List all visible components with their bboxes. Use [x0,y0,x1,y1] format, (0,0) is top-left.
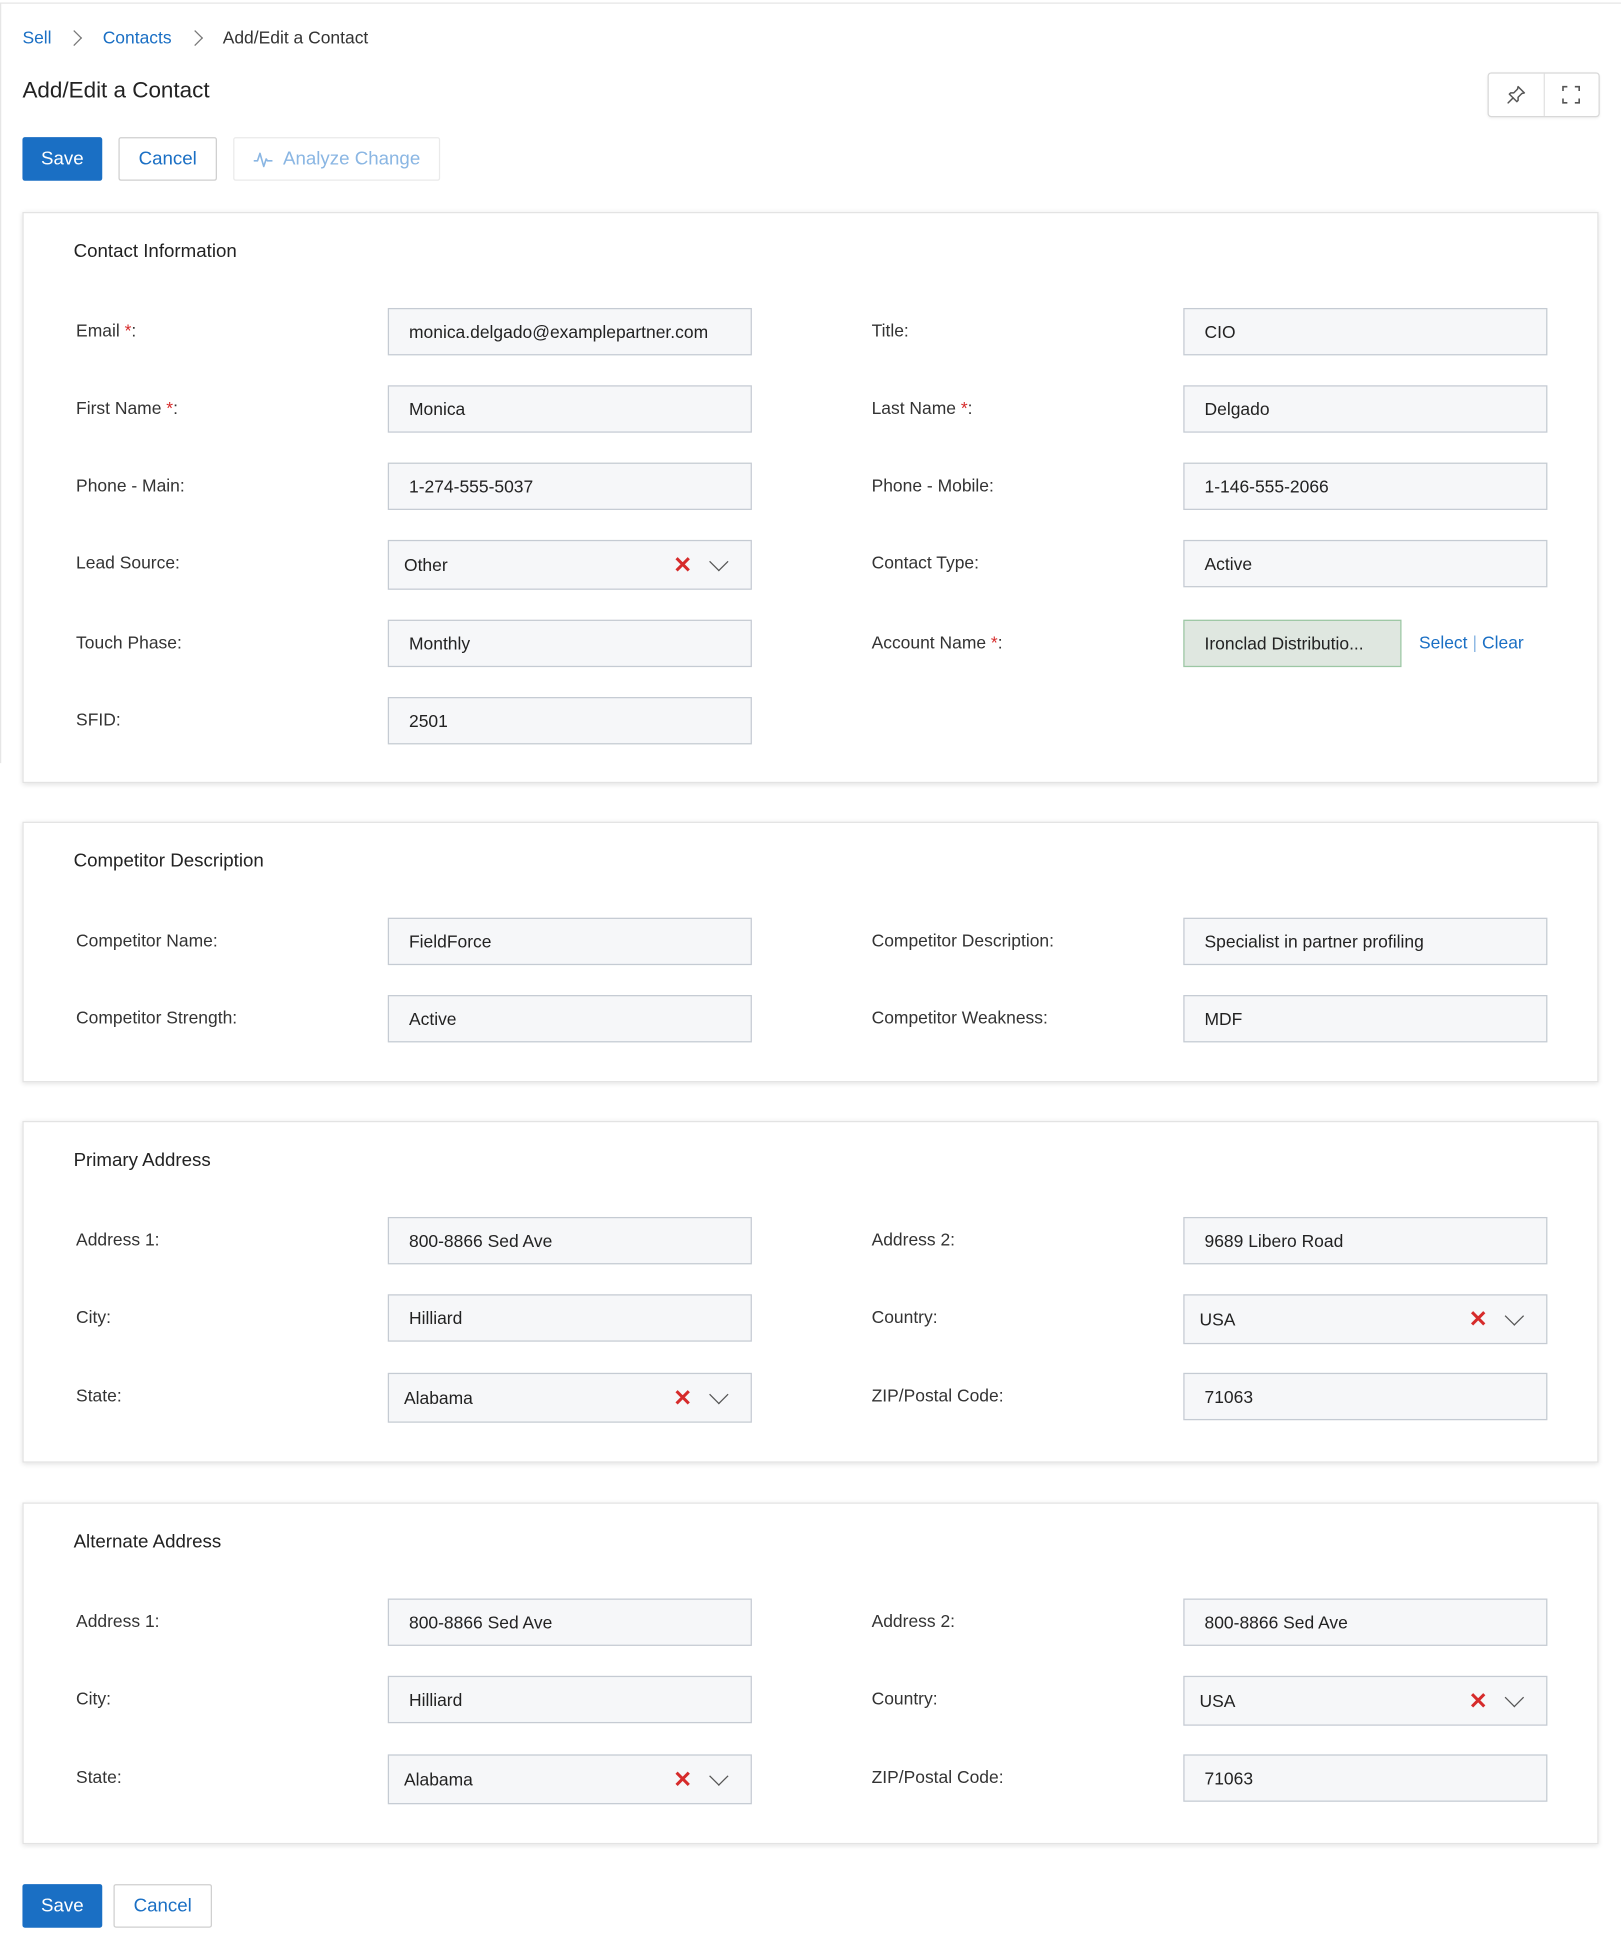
breadcrumb-sell[interactable]: Sell [22,27,52,48]
chevron-down-icon[interactable] [1505,1687,1524,1706]
required-mark: * [990,632,998,653]
save-button[interactable]: Save [22,137,102,181]
contact-type-field[interactable]: Active [1183,540,1547,587]
competitor-description-card [22,822,1598,1083]
phone-mobile-label: Phone - Mobile: [871,475,994,496]
top-divider [0,2,1621,3]
form-row [24,1217,1600,1267]
form-row [24,540,1600,590]
touch-phase-field[interactable]: Monthly [388,620,752,667]
account-clear-link[interactable]: Clear [1482,632,1524,653]
address2-label: Address 2: [871,1229,956,1250]
state-value: Alabama [403,1387,473,1408]
title-field[interactable]: CIO [1183,308,1547,355]
address1-field[interactable]: 800-8866 Sed Ave [388,1217,752,1264]
country-label: Country: [871,1306,938,1327]
chevron-right-icon [67,29,83,45]
form-row [24,995,1600,1045]
form-row [24,385,1600,435]
form-row [24,918,1600,968]
address1-label: Address 1: [76,1610,160,1631]
sfid-label: SFID: [76,709,121,730]
form-row [24,697,1600,747]
zip-field[interactable]: 71063 [1183,1754,1547,1801]
account-name-label: Account Name *: [871,632,1003,653]
fullscreen-button[interactable] [1543,74,1598,116]
contact-information-card [22,212,1598,783]
last-name-field[interactable]: Delgado [1183,385,1547,432]
first-name-field[interactable]: Monica [388,385,752,432]
form-row [24,1676,1600,1726]
competitor-strength-field[interactable]: Active [388,995,752,1042]
state-select[interactable] [388,1754,752,1804]
first-name-label: First Name *: [76,397,178,418]
competitor-description-label: Competitor Description: [871,930,1054,951]
state-select[interactable] [388,1373,752,1423]
lead-source-value: Other [403,554,448,575]
clear-x-icon[interactable]: ✕ [1468,1688,1488,1714]
address2-field[interactable]: 800-8866 Sed Ave [1183,1599,1547,1646]
address1-label: Address 1: [76,1229,160,1250]
competitor-name-label: Competitor Name: [76,930,218,951]
pin-button[interactable] [1489,74,1543,116]
city-label: City: [76,1688,111,1709]
section-title: Primary Address [73,1149,211,1171]
chevron-down-icon[interactable] [709,1384,728,1403]
zip-field[interactable]: 71063 [1183,1373,1547,1420]
breadcrumb-current: Add/Edit a Contact [222,27,369,48]
clear-x-icon[interactable]: ✕ [673,1385,693,1411]
chevron-down-icon[interactable] [709,551,728,570]
section-title: Alternate Address [73,1531,222,1553]
phone-main-label: Phone - Main: [76,475,185,496]
address2-label: Address 2: [871,1610,956,1631]
page-title: Add/Edit a Contact [22,77,210,103]
competitor-strength-label: Competitor Strength: [76,1007,238,1028]
section-title: Contact Information [73,240,237,262]
link-separator: | [1472,632,1478,653]
title-label: Title: [871,320,909,341]
form-row [24,1373,1600,1423]
analyze-change-label: Analyze Change [282,148,421,170]
save-button-bottom[interactable]: Save [22,1884,102,1928]
state-label: State: [76,1385,122,1406]
country-select[interactable] [1183,1294,1547,1344]
required-mark: * [960,397,968,418]
last-name-label: Last Name *: [871,397,973,418]
phone-main-field[interactable]: 1-274-555-5037 [388,463,752,510]
account-actions [1419,632,1524,652]
cancel-button-bottom[interactable]: Cancel [113,1884,212,1928]
competitor-weakness-label: Competitor Weakness: [871,1007,1048,1028]
form-row [24,1599,1600,1649]
state-label: State: [76,1766,122,1787]
cancel-button[interactable]: Cancel [118,137,217,181]
left-divider [0,2,1,763]
chevron-down-icon[interactable] [1505,1306,1524,1325]
country-value: USA [1199,1690,1236,1711]
email-field[interactable]: monica.delgado@examplepartner.com [388,308,752,355]
clear-x-icon[interactable]: ✕ [673,1766,693,1792]
contact-type-label: Contact Type: [871,552,979,573]
clear-x-icon[interactable]: ✕ [1468,1306,1488,1332]
section-title: Competitor Description [73,850,264,872]
competitor-description-field[interactable]: Specialist in partner profiling [1183,918,1547,965]
expand-icon [1561,85,1581,105]
activity-icon [253,150,273,167]
view-tools [1488,72,1600,117]
account-select-link[interactable]: Select [1418,632,1468,653]
touch-phase-label: Touch Phase: [76,632,182,653]
form-row [24,620,1600,670]
alternate-address-card [22,1503,1598,1845]
competitor-weakness-field[interactable]: MDF [1183,995,1547,1042]
form-row [24,463,1600,513]
email-label: Email *: [76,320,137,341]
required-mark: * [166,397,174,418]
analyze-change-button[interactable] [233,137,440,181]
sfid-field[interactable]: 2501 [388,697,752,744]
city-field[interactable]: Hilliard [388,1294,752,1341]
city-field[interactable]: Hilliard [388,1676,752,1723]
lead-source-select[interactable] [388,540,752,590]
form-row [24,1294,1600,1344]
address2-field[interactable]: 9689 Libero Road [1183,1217,1547,1264]
form-row [24,308,1600,358]
state-value: Alabama [403,1769,473,1790]
form-row [24,1754,1600,1804]
breadcrumb-contacts[interactable]: Contacts [102,27,172,48]
pin-icon [1506,85,1526,105]
country-select[interactable] [1183,1676,1547,1726]
country-value: USA [1199,1309,1236,1330]
chevron-right-icon [187,29,203,45]
city-label: City: [76,1306,111,1327]
competitor-name-field[interactable]: FieldForce [388,918,752,965]
zip-label: ZIP/Postal Code: [871,1766,1004,1787]
required-mark: * [124,320,132,341]
chevron-down-icon[interactable] [709,1766,728,1785]
lead-source-label: Lead Source: [76,552,180,573]
country-label: Country: [871,1688,938,1709]
account-name-field[interactable]: Ironclad Distributio... [1183,620,1401,667]
address1-field[interactable]: 800-8866 Sed Ave [388,1599,752,1646]
phone-mobile-field[interactable]: 1-146-555-2066 [1183,463,1547,510]
primary-address-card [22,1121,1598,1463]
zip-label: ZIP/Postal Code: [871,1385,1004,1406]
breadcrumb [22,26,368,48]
clear-x-icon[interactable]: ✕ [673,552,693,578]
